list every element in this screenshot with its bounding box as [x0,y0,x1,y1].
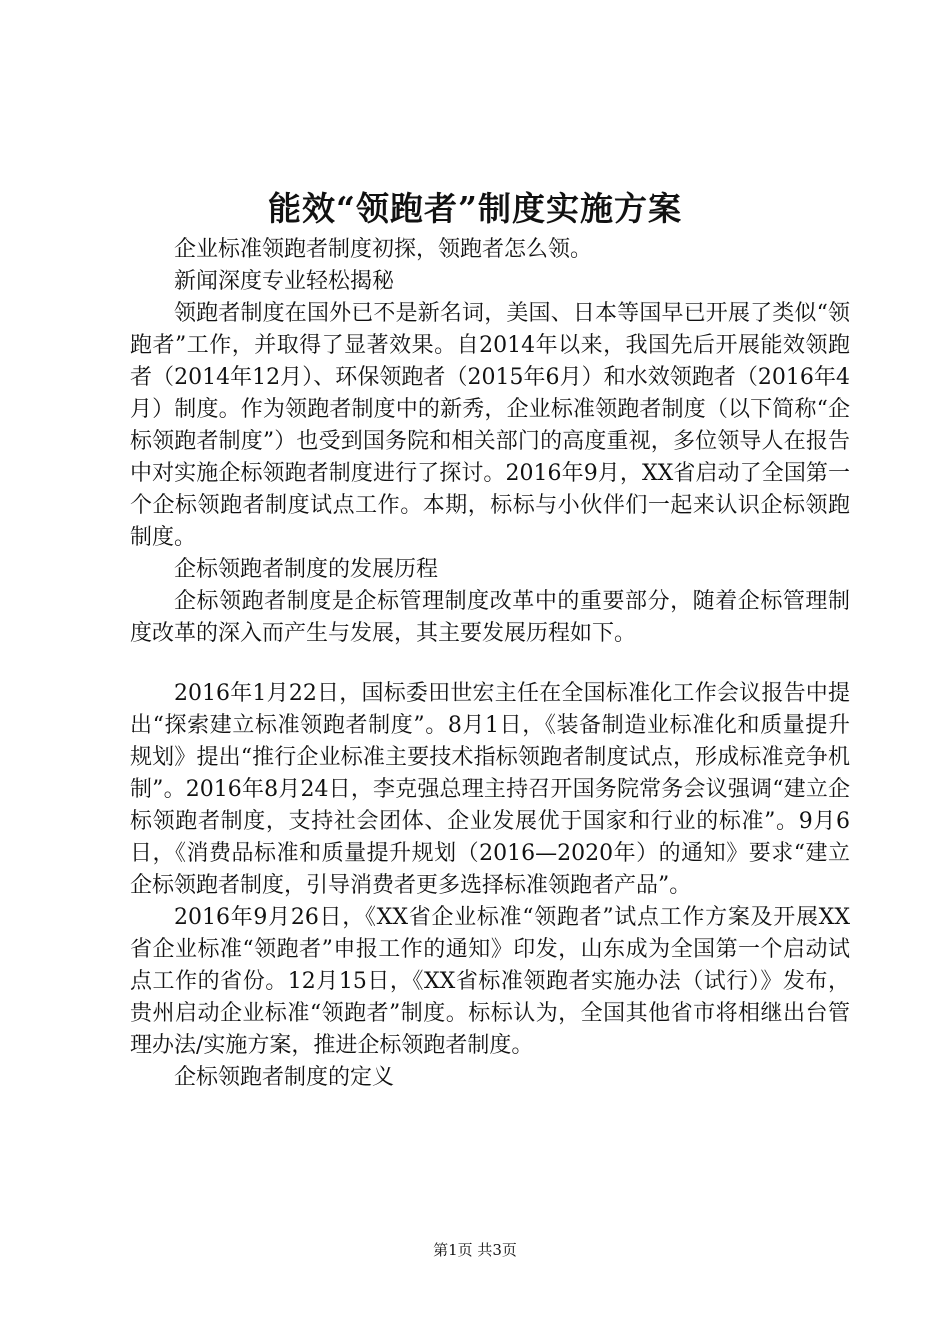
section-heading-definition: 企标领跑者制度的定义 [174,1065,395,1090]
page-footer: 第1页 共3页 [433,1241,517,1259]
paragraph-tagline: 新闻深度专业轻松揭秘 [174,269,395,294]
paragraph-history-2016-provincial: 2016年9月26日，《XX省企业标准“领跑者”试点工作方案及开展XX省企业标准“领跑者”申报工作的通知》印发，山东成为全国第一个启动试点工作的省份。12月15日，《XX省标准领跑者实施办法（试行）》发布，贵州启动企业标准“领跑者”制度。标标认为，全国其他省市将相继出台管理办法/实施方案，推进企标领跑者制度。 [130,905,850,1058]
paragraph-history-2016-national: 2016年1月22日，国标委田世宏主任在全国标准化工作会议报告中提出“探索建立标准领跑者制度”。8月1日，《装备制造业标准化和质量提升规划》提出“推行企业标准主要技术指标领跑者制度试点，形成标准竞争机制”。2016年8月24日，李克强总理主持召开国务院常务会议强调“建立企标领跑者制度，支持社会团体、企业发展优于国家和行业的标准”。9月6日，《消费品标准和质量提升规划（2016—2020年）的通知》要求“建立企标领跑者制度，引导消费者更多选择标准领跑者产品”。 [130,681,850,898]
document-body [130,234,850,1094]
paragraph-intro: 企业标准领跑者制度初探，领跑者怎么领。 [174,237,593,262]
section-heading-history: 企标领跑者制度的发展历程 [174,557,439,582]
document-title: 能效“领跑者”制度实施方案 [268,189,682,228]
paragraph-spacer [130,650,850,678]
paragraph-history-intro: 企标领跑者制度是企标管理制度改革中的重要部分，随着企标管理制度改革的深入而产生与发展，其主要发展历程如下。 [130,589,850,646]
paragraph-background: 领跑者制度在国外已不是新名词，美国、日本等国早已开展了类似“领跑者”工作，并取得了显著效果。自2014年以来，我国先后开展能效领跑者（2014年12月）、环保领跑者（2015年6月）和水效领跑者（2016年4月）制度。作为领跑者制度中的新秀，企业标准领跑者制度（以下简称“企标领跑者制度”）也受到国务院和相关部门的高度重视，多位领导人在报告中对实施企标领跑者制度进行了探讨。2016年9月，XX省启动了全国第一个企标领跑者制度试点工作。本期，标标与小伙伴们一起来认识企标领跑制度。 [130,301,850,550]
